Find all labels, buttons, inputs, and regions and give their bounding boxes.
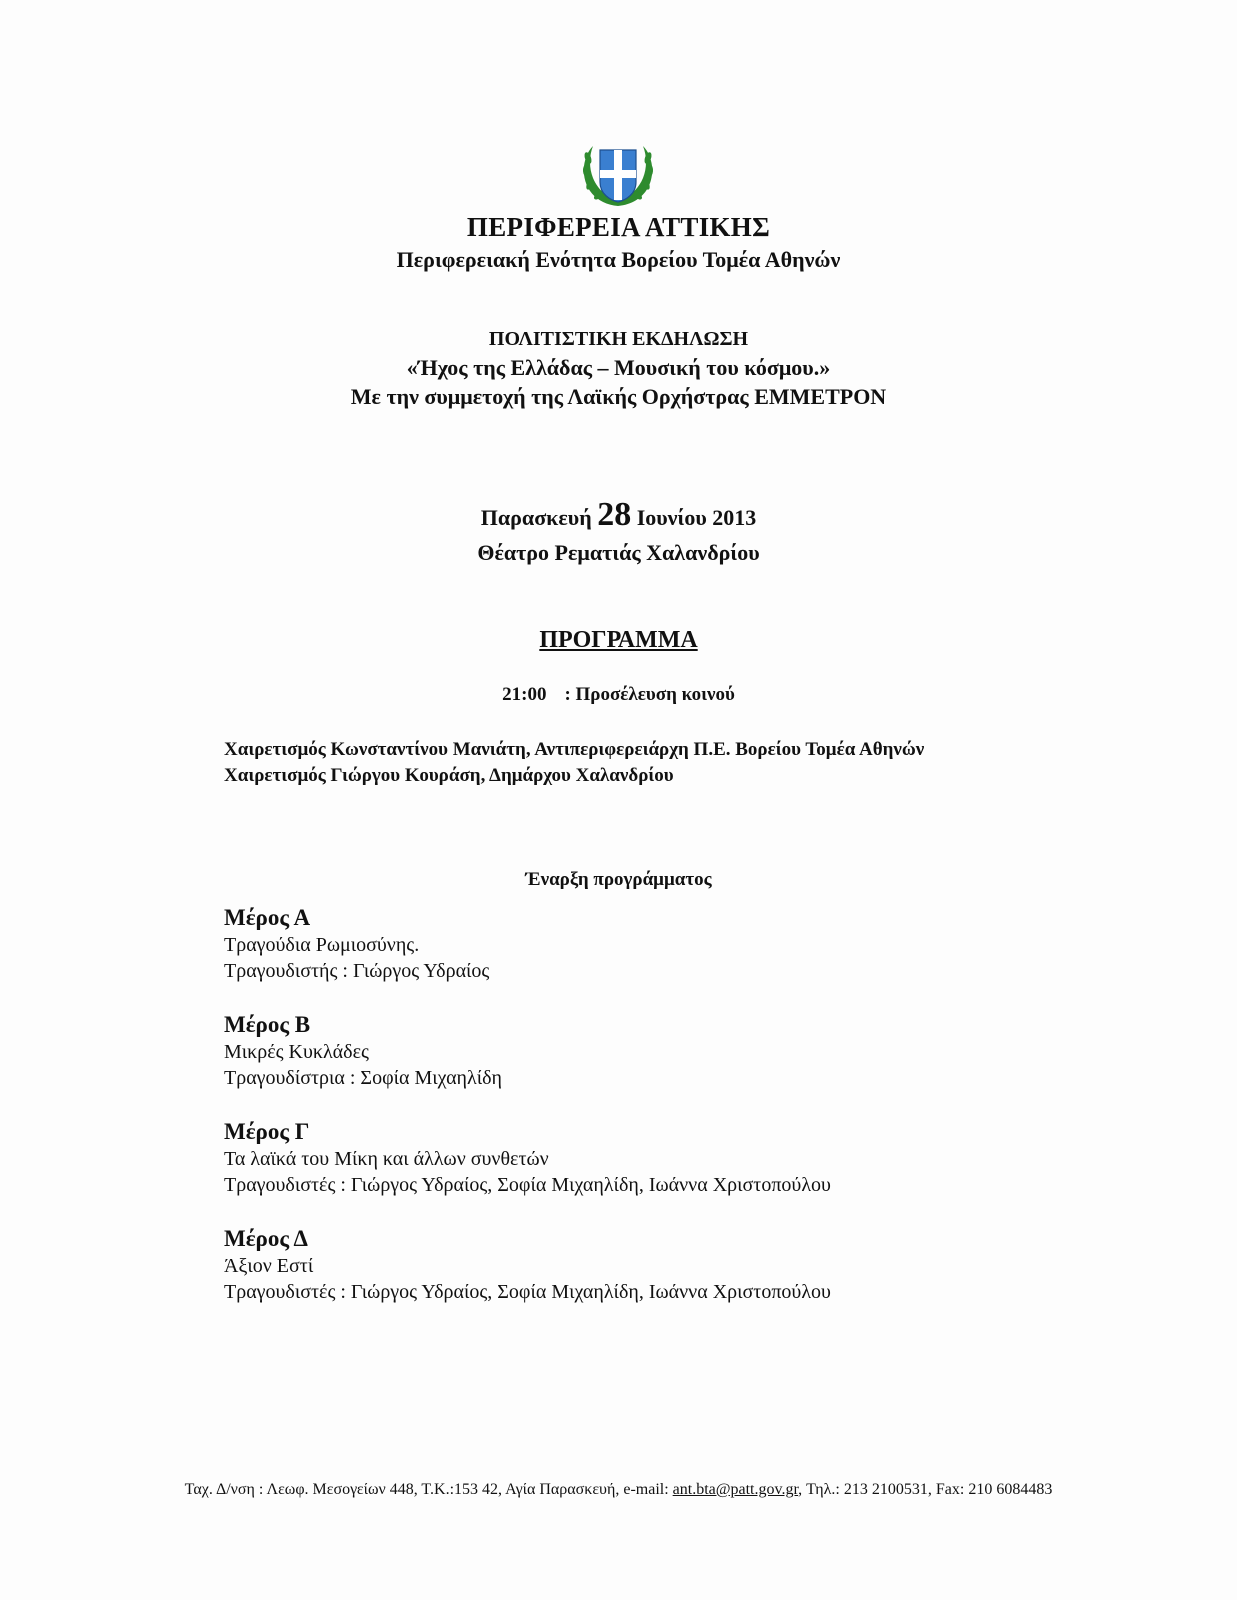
program-part-b [224,1011,1124,1091]
footer-address: Ταχ. Δ/νση : Λεωφ. Μεσογείων 448, Τ.Κ.:153 42, Αγία Παρασκευή, e-mail: [184,1481,669,1498]
event-date [0,496,1237,534]
date-suffix: Ιουνίου 2013 [636,505,757,530]
arrival-row [0,684,1237,706]
org-title: ΠΕΡΙΦΕΡΕΙΑ ΑΤΤΙΚΗΣ [466,212,771,242]
part-performers: Τραγουδιστής : Γιώργος Υδραίος [224,960,490,982]
part-title: Μικρές Κυκλάδες [224,1041,369,1063]
part-heading: Μέρος Β [224,1012,311,1037]
footer-email-link[interactable]: ant.bta@patt.gov.gr [672,1481,799,1498]
footer-contact [0,1481,1237,1499]
part-heading: Μέρος Γ [224,1119,310,1144]
greek-coat-of-arms-icon [578,138,658,210]
program-part-d [224,1225,1124,1305]
event-label: ΠΟΛΙΤΙΣΤΙΚΗ ΕΚΔΗΛΩΣΗ [488,328,749,350]
program-title: ΠΡΟΓΡΑΜΜΑ [539,627,698,653]
part-title: Άξιον Εστί [224,1255,314,1277]
part-heading: Μέρος Α [224,905,311,930]
part-performers: Τραγουδιστές : Γιώργος Υδραίος, Σοφία Μιχαηλίδη, Ιωάννα Χριστοπούλου [224,1281,831,1303]
program-part-a [224,904,1124,984]
greeting-line: Χαιρετισμός Κωνσταντίνου Μανιάτη, Αντιπεριφερειάρχη Π.Ε. Βορείου Τομέα Αθηνών [224,739,925,760]
event-title: «Ήχος της Ελλάδας – Μουσική του κόσμου.» [406,355,831,380]
date-day: 28 [597,496,632,533]
org-subtitle: Περιφερειακή Ενότητα Βορείου Τομέα Αθηνών [396,247,841,272]
greeting-line: Χαιρετισμός Γιώργου Κουράση, Δημάρχου Χαλανδρίου [224,765,674,786]
part-title: Τραγούδια Ρωμιοσύνης. [224,934,420,956]
event-participation: Με την συμμετοχή της Λαϊκής Ορχήστρας ΕΜΜΕΤΡΟΝ [350,384,887,409]
footer-phones: , Τηλ.: 213 2100531, Fax: 210 6084483 [798,1481,1053,1498]
date-prefix: Παρασκευή [480,505,592,530]
arrival-text: : Προσέλευση κοινού [564,684,735,705]
part-heading: Μέρος Δ [224,1226,308,1251]
event-venue: Θέατρο Ρεματιάς Χαλανδρίου [477,540,760,565]
arrival-time: 21:00 [502,684,547,705]
program-start-label: Έναρξη προγράμματος [525,869,712,890]
greetings-block [224,737,1014,789]
part-title: Τα λαϊκά του Μίκη και άλλων συνθετών [224,1148,549,1170]
program-part-c [224,1118,1124,1198]
part-performers: Τραγουδίστρια : Σοφία Μιχαηλίδη [224,1067,502,1089]
part-performers: Τραγουδιστές : Γιώργος Υδραίος, Σοφία Μιχαηλίδη, Ιωάννα Χριστοπούλου [224,1174,831,1196]
